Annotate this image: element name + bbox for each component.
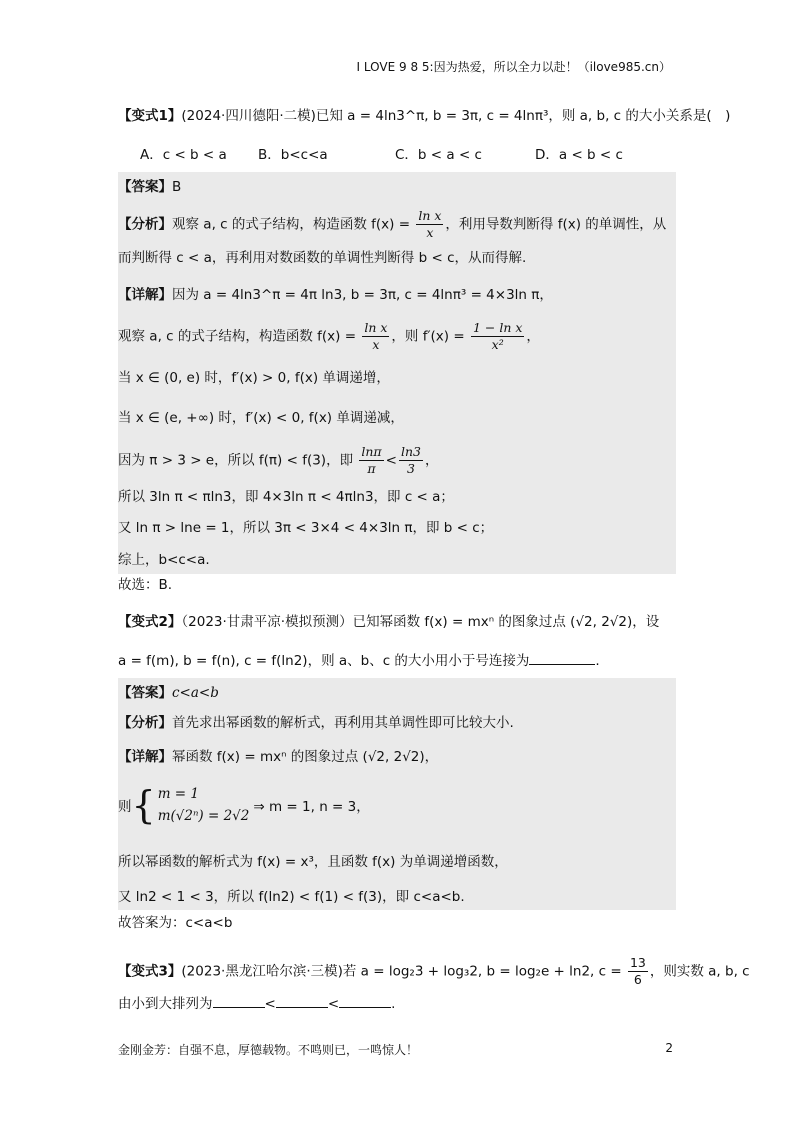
q1-analysis-fraction	[416, 208, 443, 241]
q2-stem-1: 已知幂函数 f(x) = mxⁿ 的图象过点 (√2, 2√2)，设	[352, 614, 660, 630]
q3-stem-1b: ，则实数 a, b, c	[649, 963, 750, 980]
q1-detail-fraction-3	[359, 444, 383, 477]
fraction-denominator: x	[372, 337, 380, 352]
q1-conclusion: 故选：B.	[118, 577, 173, 593]
page-header: I LOVE 9 8 5:因为热爱，所以全力以赴！（ilove985.cn）	[356, 60, 671, 74]
fraction-denominator: 6	[633, 972, 642, 987]
q3-label: 【变式3】	[118, 963, 182, 980]
q1-analysis-line-1	[118, 208, 666, 241]
q1-source: (2024·四川德阳·二模)	[181, 108, 316, 124]
q2-detail-line-1	[118, 747, 438, 767]
q2-detail-text-1: 幂函数 f(x) = mxⁿ 的图象过点 (√2, 2√2)，	[172, 749, 439, 765]
q1-detail-line-8: 综上，b<c<a.	[118, 552, 210, 568]
less-than-sign: <	[264, 996, 276, 1012]
answer-blank-3[interactable]	[339, 993, 391, 1008]
q3-stem-2a: 由小到大排列为	[118, 996, 213, 1012]
fraction-numerator: lnπ	[361, 444, 382, 459]
q2-stem-line-1	[118, 612, 659, 632]
q1-detail-line-7: 又 ln π > lne = 1，所以 3π < 3×4 < 4×3ln π，即 b < c；	[118, 520, 494, 536]
fraction-denominator: 3	[406, 461, 415, 476]
q2-source: （2023·甘肃平凉·模拟预测）	[181, 614, 353, 630]
q1-detail-text-1: 因为 a = 4ln3^π = 4π ln3, b = 3π, c = 4lnπ³ = 4×3ln π，	[172, 287, 553, 303]
fraction-denominator: x²	[491, 337, 504, 352]
q2-answer: c<a<b	[172, 685, 219, 701]
period: .	[391, 996, 396, 1012]
q1-option-a: A．c < b < a	[140, 147, 227, 163]
q1-option-c: C．b < a < c	[395, 147, 482, 163]
q2-conclusion: 故答案为：c<a<b	[118, 915, 233, 931]
q2-detail-line-4: 又 ln2 < 1 < 3，所以 f(ln2) < f(1) < f(3)，即 c<a<b.	[118, 889, 465, 905]
fraction-numerator: ln3	[400, 444, 421, 459]
fraction-numerator: ln x	[364, 320, 388, 335]
q1-detail-text-2a: 观察 a, c 的式子结构，构造函数 f(x) =	[118, 328, 357, 345]
q2-stem-2a: a = f(m), b = f(n), c = f(ln2)，则 a、b、c 的大小用小于号连接为	[118, 653, 530, 669]
q1-detail-text-2c: ，	[526, 328, 540, 345]
equation-2: m(√2ⁿ) = 2√2	[157, 808, 250, 824]
q1-answer: B	[172, 179, 182, 195]
q3-stem-line-2	[118, 993, 395, 1014]
q1-detail-text-5b: ，	[424, 452, 439, 469]
q1-detail-line-6: 所以 3ln π < πln3，即 4×3ln π < 4πln3，即 c < a；	[118, 489, 454, 505]
q1-analysis-line-2: 而判断得 c < a，再利用对数函数的单调性判断得 b < c，从而得解.	[118, 250, 527, 266]
fraction-numerator: 1 − ln x	[472, 320, 523, 335]
q1-answer-label: 【答案】	[118, 179, 172, 195]
q1-analysis-text-1b: ，利用导数判断得 f(x) 的单调性，从	[445, 216, 667, 233]
q1-option-b: B．b<c<a	[258, 147, 328, 163]
fraction-numerator: ln x	[418, 208, 442, 223]
q3-fraction	[628, 955, 648, 988]
q1-stem-line	[118, 106, 730, 126]
q1-detail-label: 【详解】	[118, 287, 172, 303]
q2-answer-label: 【答案】	[118, 685, 172, 701]
q3-stem-line-1	[118, 955, 750, 988]
answer-blank-2[interactable]	[276, 993, 328, 1008]
q1-analysis-label: 【分析】	[118, 216, 172, 233]
answer-blank[interactable]	[529, 650, 595, 665]
q2-detail-prefix: 则	[118, 799, 132, 815]
less-than-sign: <	[385, 452, 397, 469]
q2-stem-2b: .	[595, 653, 600, 669]
q2-label: 【变式2】	[118, 614, 182, 630]
q2-detail-label: 【详解】	[118, 749, 172, 765]
equation-1: m = 1	[157, 786, 199, 802]
brace-symbol: {	[131, 783, 156, 827]
fraction-denominator: π	[367, 461, 376, 476]
q1-detail-fraction-2	[471, 320, 524, 353]
q2-analysis-line	[118, 713, 514, 733]
q1-detail-line-1	[118, 285, 553, 305]
q1-detail-text-2b: ，则 f′(x) =	[391, 328, 465, 345]
less-than-sign: <	[327, 996, 340, 1012]
fraction-denominator: x	[426, 225, 434, 240]
q1-detail-fraction-1	[362, 320, 389, 353]
q2-detail-system	[118, 783, 370, 827]
q2-detail-suffix: ⇒ m = 1, n = 3，	[253, 799, 370, 815]
answer-blank-1[interactable]	[213, 993, 265, 1008]
q1-detail-line-4: 当 x ∈ (e, +∞) 时，f′(x) < 0, f(x) 单调递减，	[118, 410, 404, 426]
q1-answer-line	[118, 177, 181, 197]
fraction-numerator: 13	[629, 955, 646, 970]
q2-detail-line-3: 所以幂函数的解析式为 f(x) = x³，且函数 f(x) 为单调递增函数，	[118, 854, 508, 870]
q1-detail-fraction-4	[399, 444, 423, 477]
q2-analysis-label: 【分析】	[118, 715, 172, 731]
q1-detail-text-5a: 因为 π > 3 > e，所以 f(π) < f(3)，即	[118, 452, 354, 469]
q2-stem-line-2	[118, 650, 600, 671]
q1-option-d: D．a < b < c	[535, 147, 623, 163]
q1-detail-line-3: 当 x ∈ (0, e) 时，f′(x) > 0, f(x) 单调递增，	[118, 370, 390, 386]
q2-answer-line	[118, 683, 219, 703]
footer-motto: 金刚金芳：自强不息，厚德载物。不鸣则已，一鸣惊人！	[118, 1043, 419, 1057]
equation-system	[158, 783, 250, 827]
q3-source: (2023·黑龙江哈尔滨·三模)	[181, 963, 343, 980]
q1-detail-line-2	[118, 320, 540, 353]
q1-detail-line-5	[118, 444, 438, 477]
q2-analysis-text: 首先求出幂函数的解析式，再利用其单调性即可比较大小.	[172, 715, 514, 731]
q1-stem: 已知 a = 4ln3^π, b = 3π, c = 4lnπ³，则 a, b, c 的大小关系是( )	[315, 108, 731, 124]
q3-stem-1a: 若 a = log₂3 + log₃2, b = log₂e + ln2, c =	[342, 963, 622, 980]
q1-label: 【变式1】	[118, 108, 182, 124]
q1-analysis-text-1a: 观察 a, c 的式子结构，构造函数 f(x) =	[172, 216, 411, 233]
page-number: 2	[665, 1041, 673, 1055]
